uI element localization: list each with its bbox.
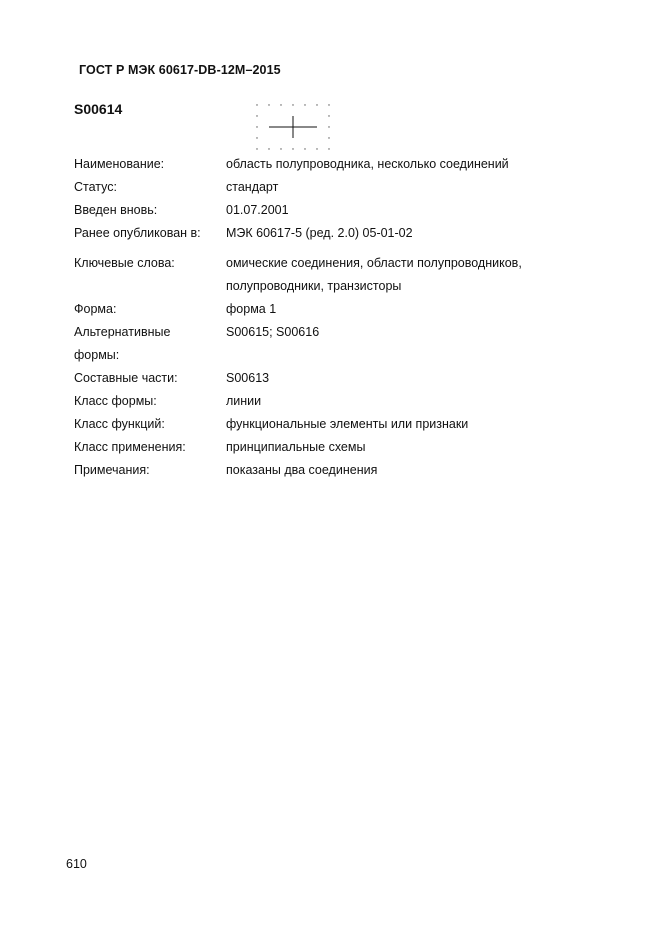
field-label: Класс применения: [74, 440, 186, 454]
field-label: Введен вновь: [74, 203, 158, 217]
field-row-form-class [74, 390, 594, 413]
field-row-name [74, 153, 594, 176]
symbol-properties [74, 153, 594, 482]
symbol-code: S00614 [74, 101, 123, 117]
field-row-application-class [74, 436, 594, 459]
field-value-line: полупроводники, транзисторы [226, 279, 402, 293]
field-label: Форма: [74, 302, 117, 316]
field-row-introduced [74, 199, 594, 222]
field-row-components [74, 367, 594, 390]
field-label: Ключевые слова: [74, 256, 175, 270]
field-value: форма 1 [226, 302, 277, 316]
field-label-line: формы: [74, 348, 120, 362]
field-value: МЭК 60617-5 (ред. 2.0) 05-01-02 [226, 226, 413, 240]
field-value: область полупроводника, несколько соединений [226, 157, 509, 171]
field-label: Статус: [74, 180, 117, 194]
field-label: Наименование: [74, 157, 165, 171]
field-row-form [74, 298, 594, 321]
document-header: ГОСТ Р МЭК 60617-DB-12M–2015 [79, 63, 281, 77]
field-row-previously-published [74, 222, 594, 245]
field-label: Составные части: [74, 371, 178, 385]
field-value: 01.07.2001 [226, 203, 289, 217]
field-value: принципиальные схемы [226, 440, 366, 454]
semiconductor-region-symbol [254, 102, 332, 152]
field-label [74, 321, 226, 367]
field-value: линии [226, 394, 262, 408]
field-label: Примечания: [74, 463, 150, 477]
field-label-line: Альтернативные [74, 325, 171, 339]
page-number: 610 [66, 857, 87, 871]
field-label: Ранее опубликован в: [74, 226, 201, 240]
field-row-keywords [74, 252, 594, 298]
field-label: Класс формы: [74, 394, 157, 408]
field-row-notes [74, 459, 594, 482]
field-value: показаны два соединения [226, 463, 378, 477]
field-row-alternative-forms [74, 321, 594, 367]
field-value: стандарт [226, 180, 279, 194]
field-value: S00615; S00616 [226, 325, 320, 339]
field-value-line: омические соединения, области полупроводников, [226, 256, 522, 270]
field-value [226, 252, 594, 298]
field-value: S00613 [226, 371, 270, 385]
field-label: Класс функций: [74, 417, 165, 431]
field-row-status [74, 176, 594, 199]
field-value: функциональные элементы или признаки [226, 417, 469, 431]
field-row-function-class [74, 413, 594, 436]
